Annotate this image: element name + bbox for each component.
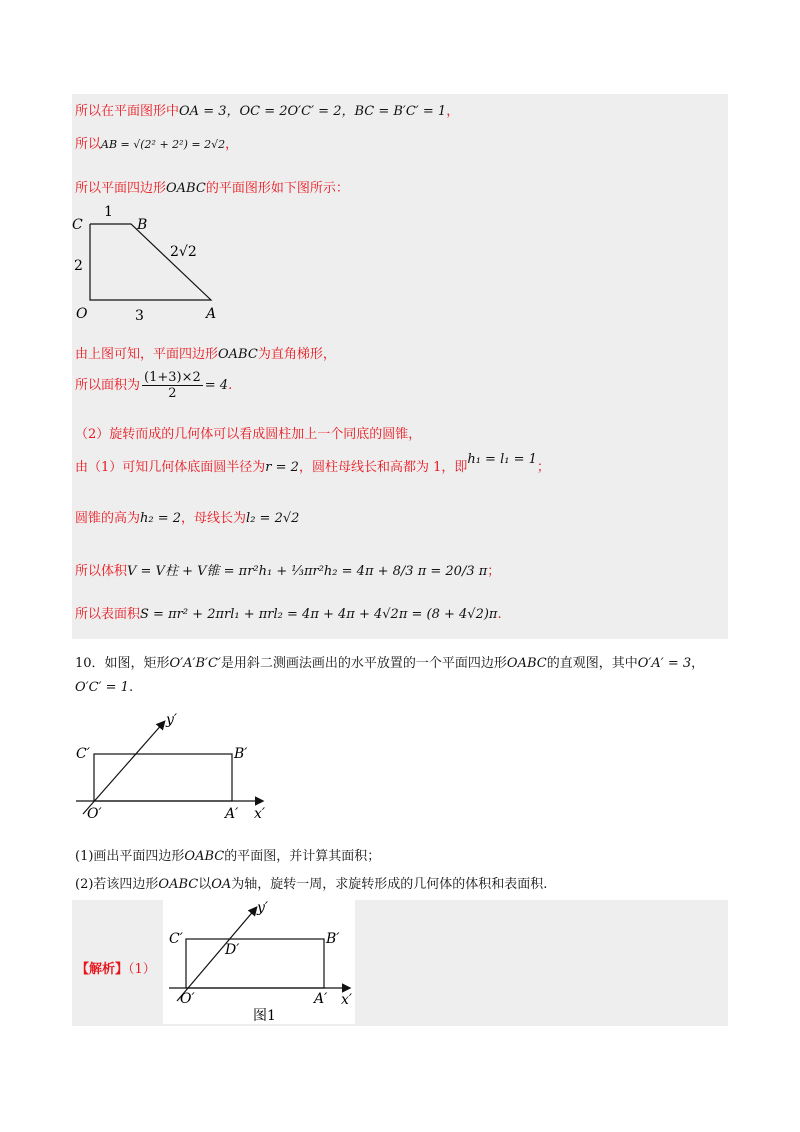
length-ab: 2√2	[170, 244, 197, 260]
problem-10-line-1: 10．如图，矩形O′A′B′C′是用斜二测画法画出的水平放置的一个平面四边形OABC的直观图，其中O′A′ = 3，	[75, 656, 705, 671]
math-ab-length: AB = √(2² + 2²) = 2√2	[101, 138, 226, 151]
length-oc: 2	[74, 258, 83, 274]
solution-line-1: 所以在平面图形中OA = 3，OC = 2O′C′ = 2，BC = B′C′ = 1，	[75, 104, 460, 119]
solution-line-10: 所以表面积S = πr² + 2πrl₁ + πrl₂ = 4π + 4π + 4√2π = (8 + 4√2)π.	[75, 607, 502, 622]
analysis-label: 【解析】（1）	[76, 962, 156, 977]
y-axis-fig1	[177, 908, 256, 1001]
figure-1	[163, 900, 355, 1024]
length-cb: 1	[104, 204, 113, 220]
label-y-prime: y′	[166, 712, 178, 728]
question-2: (2)若该四边形OABC以OA为轴，旋转一周，求旋转形成的几何体的体积和表面积.	[75, 877, 548, 892]
solution-line-3: 所以平面四边形OABC的平面图形如下图所示：	[75, 181, 349, 196]
question-1: (1)画出平面四边形OABC的平面图，并计算其面积；	[75, 849, 381, 864]
label-C-prime: C′	[76, 746, 90, 762]
label-A-prime-fig1: A′	[314, 991, 328, 1007]
volume-formula: V = V柱 + V锥 = πr²h₁ + ⅓πr²h₂ = 4π + 8/3 π = 20/3 π	[127, 564, 488, 579]
label-O-prime-fig1: O′	[180, 991, 195, 1007]
label-D-prime-fig1: D′	[225, 942, 240, 958]
area-fraction: $\frac{(1+3)\times 2}{2}$	[144, 370, 201, 401]
label-A-prime: A′	[225, 806, 239, 822]
intuitive-figure	[70, 710, 280, 825]
solution-line-8: 圆锥的高为h₂ = 2，母线长为l₂ = 2√2	[75, 511, 300, 526]
trapezoid-outline	[90, 224, 211, 300]
length-oa: 3	[135, 308, 144, 324]
label-O-prime: O′	[87, 806, 102, 822]
trapezoid-figure	[70, 200, 240, 325]
label-B: B	[137, 217, 148, 233]
rectangle-fig1	[186, 939, 324, 988]
label-C-prime-fig1: C′	[169, 931, 183, 947]
y-axis	[83, 722, 164, 814]
solution-line-7: 由（1）可知几何体底面圆半径为r = 2，圆柱母线长和高都为 1，即h₁ = l₁ = 1；	[75, 452, 550, 475]
label-O: O	[76, 306, 88, 322]
label-A: A	[206, 306, 217, 322]
label-x-prime-fig1: x′	[341, 992, 353, 1008]
label-x-prime: x′	[254, 806, 266, 822]
label-C: C	[72, 217, 83, 233]
solution-line-4: 由上图可知，平面四边形OABC为直角梯形，	[75, 347, 336, 362]
solution-panel	[72, 94, 728, 639]
label-y-prime-fig1: y′	[257, 900, 269, 916]
solution-line-9: 所以体积V = V柱 + V锥 = πr²h₁ + ⅓πr²h₂ = 4π + 8/3 π = 20/3 π；	[75, 564, 501, 579]
solution-line-2: 所以AB = √(2² + 2²) = 2√2，	[75, 137, 239, 152]
surface-formula: S = πr² + 2πrl₁ + πrl₂ = 4π + 4π + 4√2π = (8 + 4√2)π	[140, 607, 498, 622]
figure-1-caption: 图1	[253, 1008, 276, 1024]
label-B-prime-fig1: B′	[326, 931, 340, 947]
math-lengths: OA = 3，OC = 2O′C′ = 2，BC = B′C′ = 1	[179, 104, 447, 119]
solution-line-5: 所以面积为 $\frac{(1+3)\times 2}{2}$ = 4.	[75, 370, 233, 401]
problem-10-line-2: O′C′ = 1.	[75, 680, 134, 695]
label-B-prime: B′	[234, 746, 248, 762]
solution-line-6: （2）旋转而成的几何体可以看成圆柱加上一个同底的圆锥，	[75, 427, 422, 442]
